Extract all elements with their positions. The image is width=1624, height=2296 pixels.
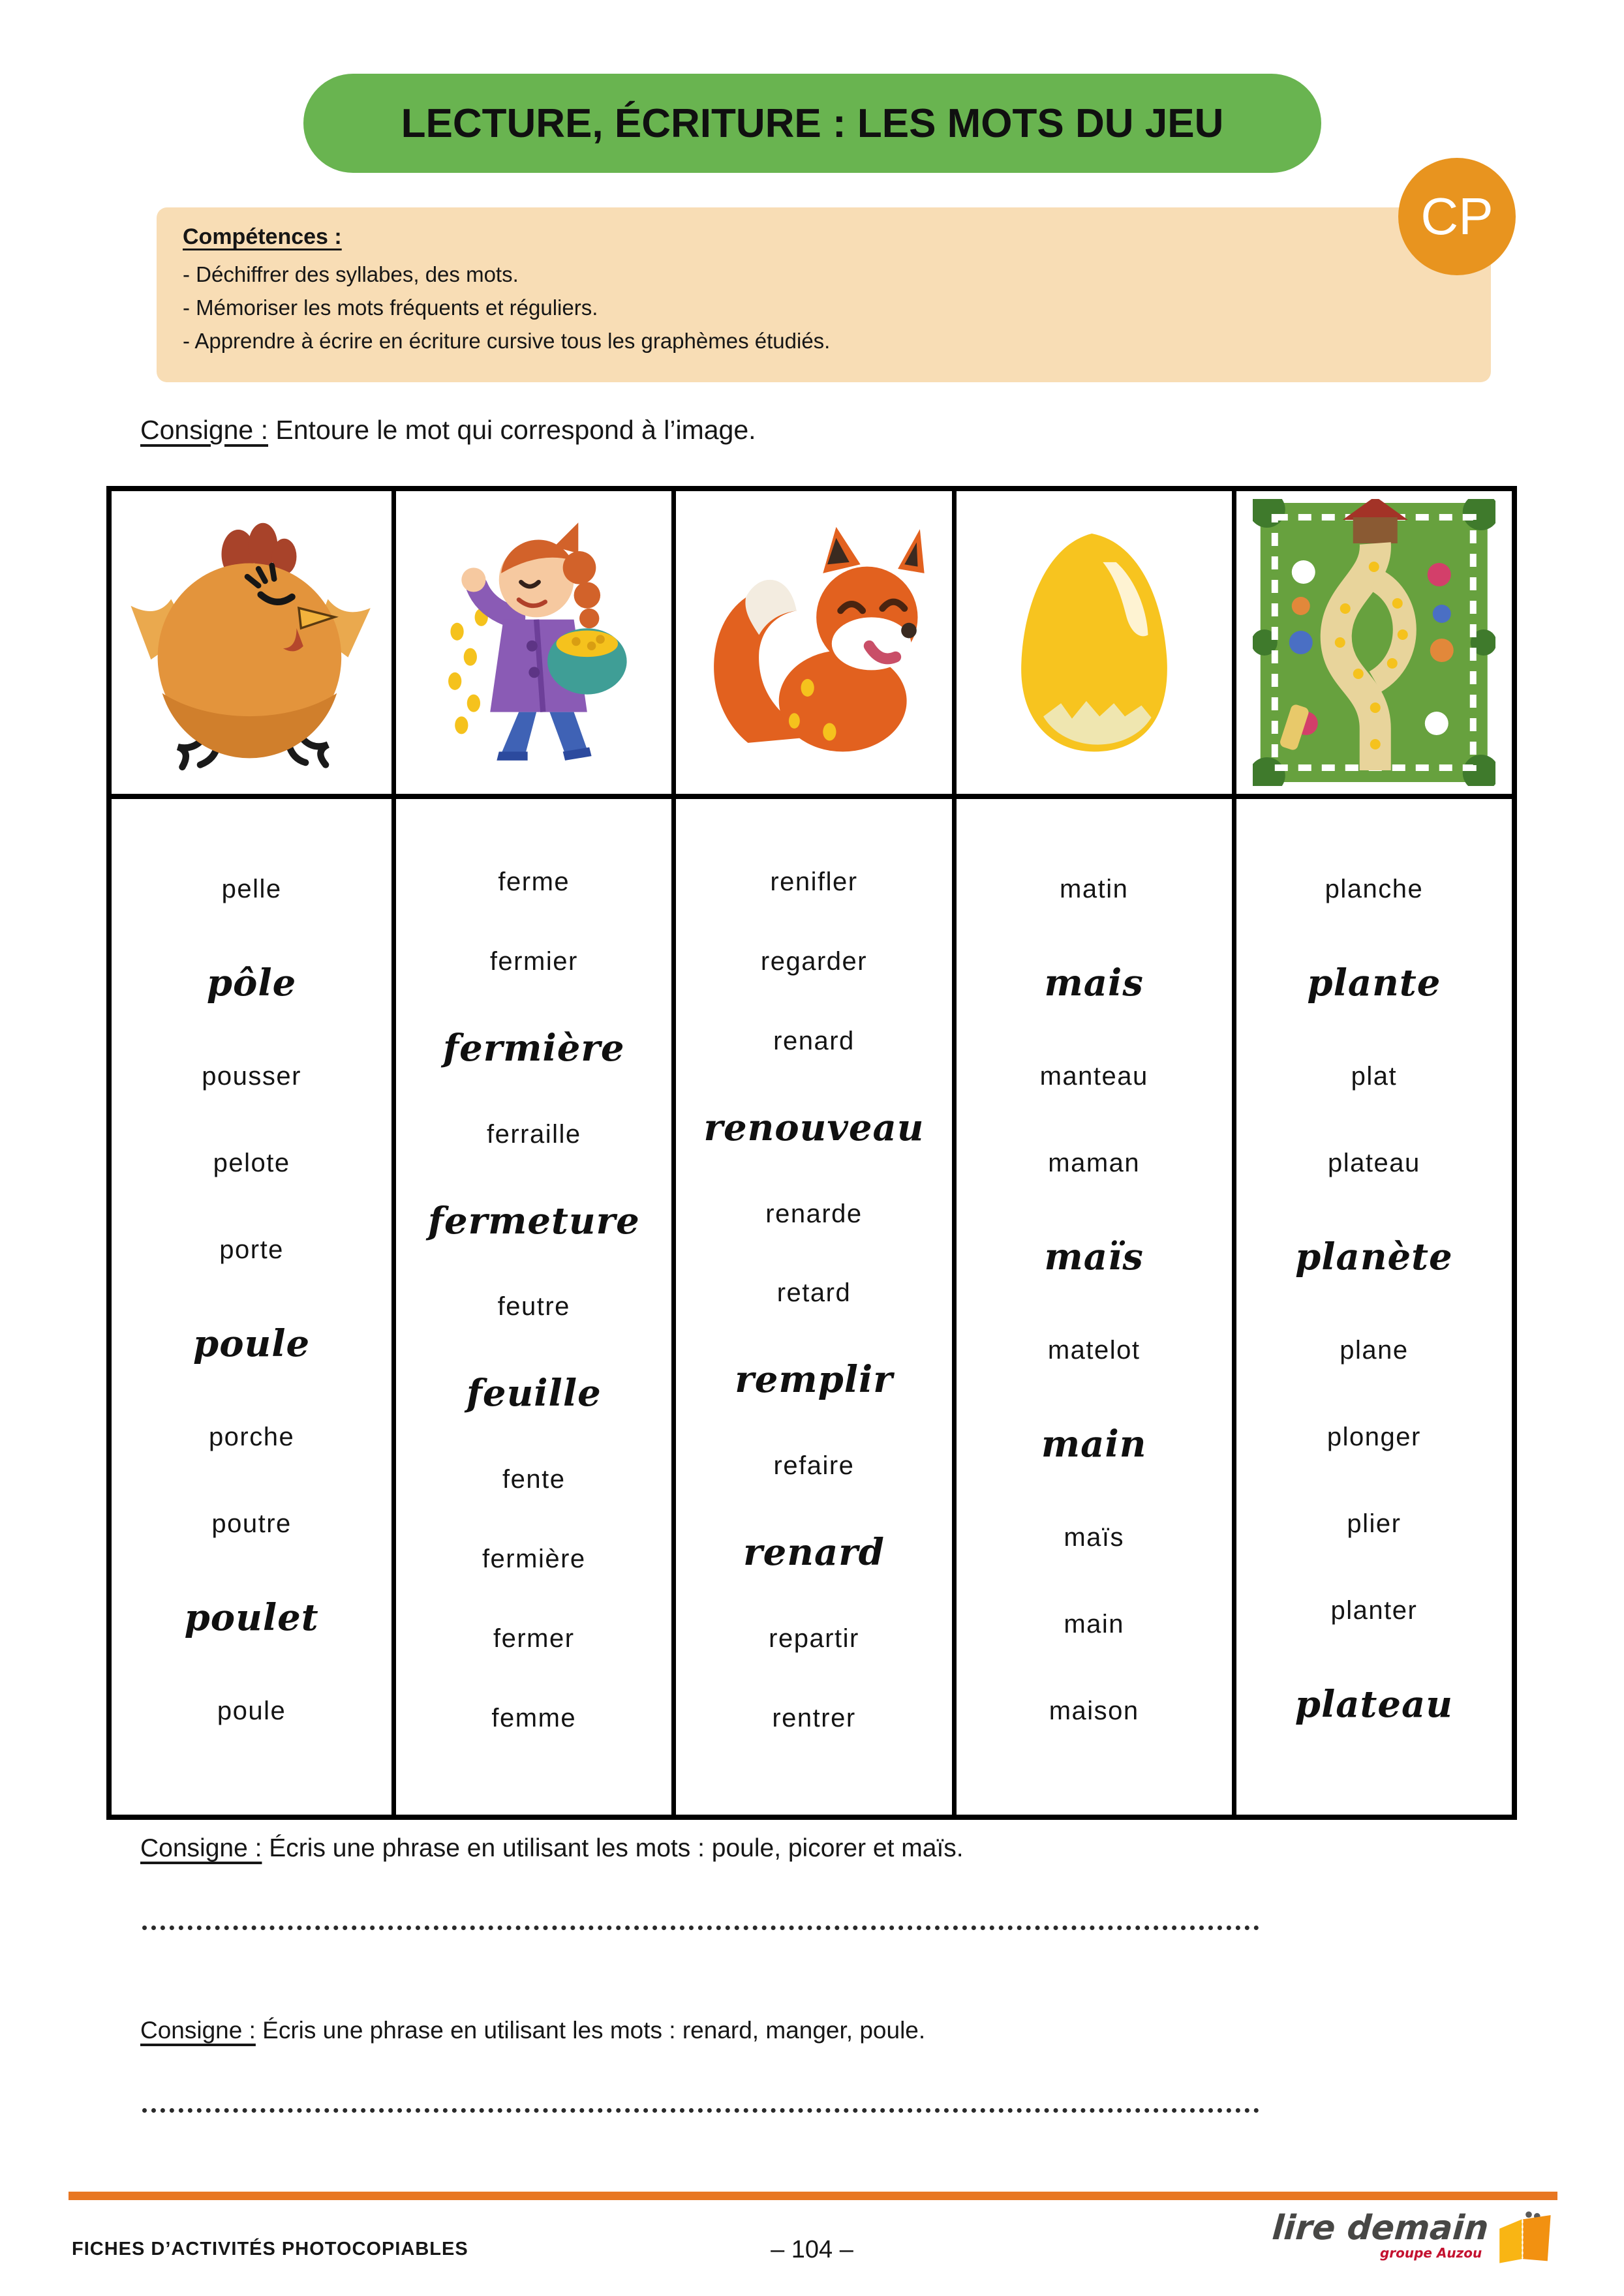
girl-image-cell [391,491,671,799]
footer-left-text: FICHES D’ACTIVITÉS PHOTOCOPIABLES [72,2239,468,2259]
word-option: poulet [184,1596,319,1639]
word-list-column-2 [391,799,671,1815]
corn-image-cell [952,491,1232,799]
consigne-label: Consigne : [140,2017,256,2044]
word-option: pelle [221,875,282,903]
hen-image-cell [112,491,391,799]
word-option: maman [1048,1149,1141,1177]
skills-list [183,258,1491,357]
instruction-3 [140,2017,925,2044]
word-option: porte [219,1235,284,1264]
consigne-text: Écris une phrase en utilisant les mots : poule, picorer et maïs. [262,1834,964,1862]
word-option: mais [1044,961,1144,1004]
page-title: LECTURE, ÉCRITURE : LES MOTS DU JEU [303,74,1321,173]
logo-title: lire demain [1270,2209,1490,2248]
word-option: femme [491,1703,577,1732]
fox-image-cell [671,491,951,799]
level-badge: CP [1398,158,1516,275]
board-image-cell [1232,491,1512,799]
word-option: maison [1049,1697,1139,1725]
word-option: pelote [213,1149,290,1177]
word-option: fente [502,1465,566,1494]
instruction-1 [140,415,756,446]
word-option: plateau [1295,1683,1453,1726]
word-option: renard [743,1531,885,1575]
answer-line-2 [142,2108,1259,2113]
word-option: fermière [443,1026,625,1070]
publisher-logo [1272,2206,1566,2291]
word-option: plat [1351,1062,1398,1091]
word-option: feutre [497,1292,570,1322]
word-option: feuille [466,1372,602,1415]
word-option: poutre [211,1509,292,1538]
word-option: matin [1060,875,1129,903]
word-option: remplir [735,1358,893,1402]
word-option: poule [193,1322,311,1365]
game-board-illustration [1253,499,1495,786]
word-option: fermer [493,1624,575,1654]
word-option: plane [1340,1336,1409,1365]
word-option: repartir [769,1624,859,1654]
consigne-text: Entoure le mot qui correspond à l’image. [268,415,756,445]
word-option: plante [1307,961,1441,1004]
logo-subtitle: groupe Auzou [1379,2245,1482,2261]
consigne-label: Consigne : [140,415,269,445]
logo-text [1272,2211,1488,2259]
word-option: main [1041,1423,1147,1466]
word-option: renouveau [703,1106,925,1149]
word-list-column-4 [952,799,1232,1815]
word-list-column-3 [671,799,951,1815]
word-option: pôle [206,961,297,1004]
word-option: plonger [1326,1423,1421,1451]
word-option: maïs [1064,1523,1125,1552]
word-option: matelot [1047,1336,1141,1365]
word-option: fermeture [427,1199,640,1243]
word-option: main [1064,1610,1125,1639]
word-option: regarder [760,946,868,976]
corn-kernel-illustration [973,516,1216,769]
fox-illustration [693,516,936,769]
word-option: plateau [1328,1149,1420,1177]
word-option: renarde [765,1199,863,1228]
word-option: ferraille [486,1119,581,1149]
consigne-text: Écris une phrase en utilisant les mots : renard, manger, poule. [255,2017,926,2044]
open-book-icon [1492,2206,1555,2271]
instruction-2 [140,1834,964,1863]
word-option: refaire [773,1451,855,1481]
word-option: poule [217,1697,286,1725]
word-option: planche [1325,875,1424,903]
word-option: rentrer [772,1703,856,1732]
skill-item: - Déchiffrer des syllabes, des mots. [183,262,519,286]
skills-label: Compétences : [183,224,342,249]
answer-line-1 [142,1926,1259,1930]
word-list-column-1 [112,799,391,1815]
word-option: retard [776,1278,851,1308]
skill-item: - Mémoriser les mots fréquents et réguliers. [183,295,598,320]
word-option: renard [773,1026,855,1055]
hen-illustration [129,514,375,772]
word-option: ferme [498,867,570,896]
skills-box [157,207,1491,382]
page-number: – 104 – [771,2236,853,2263]
word-option: planter [1330,1596,1418,1625]
word-option: pousser [202,1062,301,1091]
word-option: planète [1295,1235,1453,1278]
word-option: fermière [482,1545,586,1574]
skill-item: - Apprendre à écrire en écriture cursive tous les graphèmes étudiés. [183,329,831,354]
girl-sowing-corn-illustration [413,516,656,769]
word-option: fermier [489,946,578,976]
word-option: plier [1347,1509,1402,1538]
word-option: manteau [1039,1062,1148,1091]
word-list-column-5 [1232,799,1512,1815]
consigne-label: Consigne : [140,1834,262,1862]
words-table [106,486,1517,1820]
word-option: porche [208,1423,295,1451]
word-option: maïs [1044,1235,1144,1278]
word-option: renifler [770,867,858,896]
footer-divider [69,2192,1557,2200]
